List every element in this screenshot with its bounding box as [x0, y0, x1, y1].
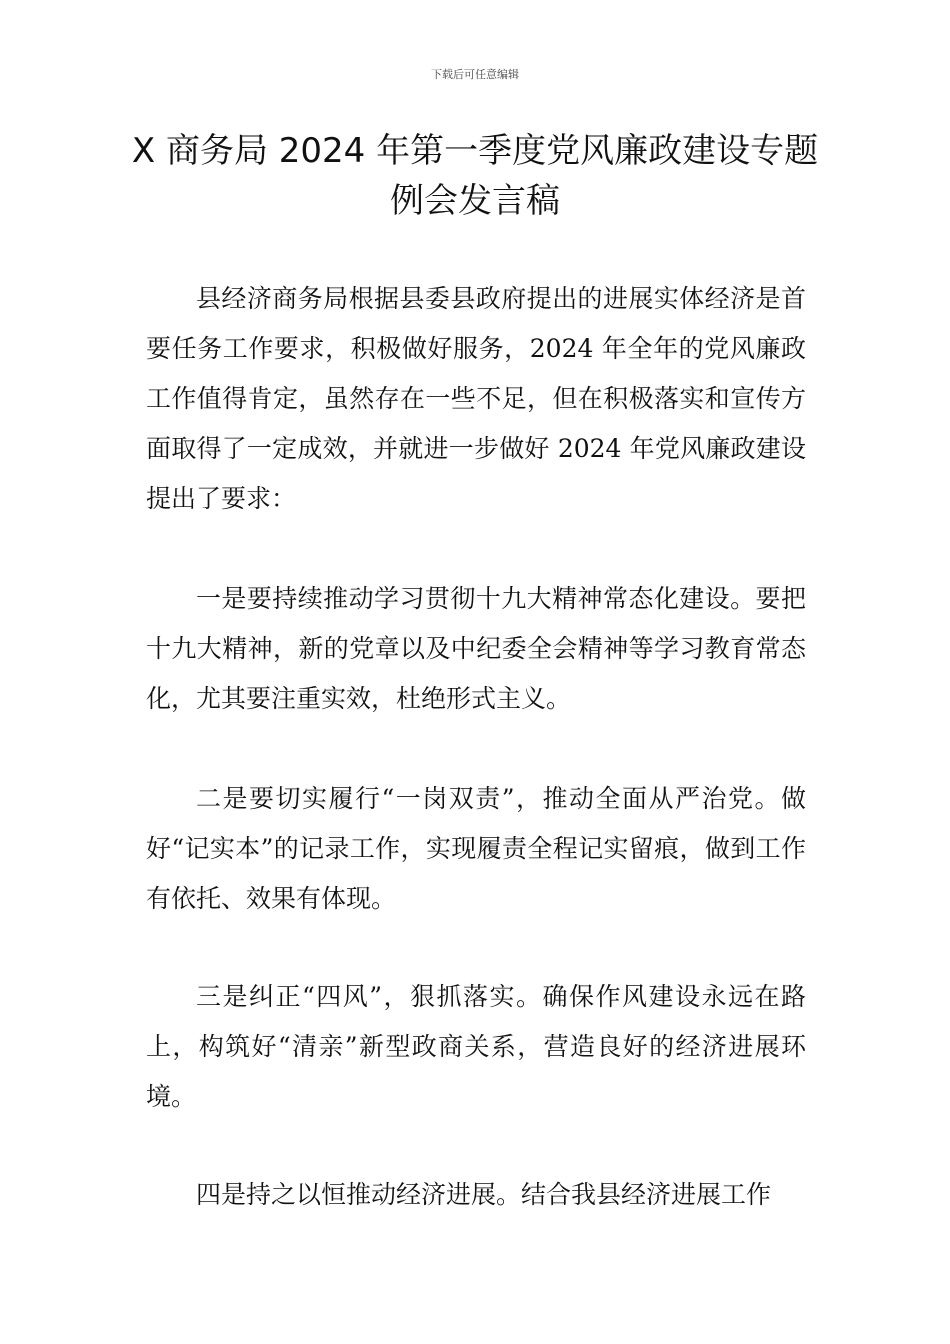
paragraph-point-three: 三是纠正“四风”，狠抓落实。确保作风建设永远在路上，构筑好“清亲”新型政商关系，营造良好的经济进展环境。	[146, 982, 806, 1111]
header-note: 下载后可任意编辑	[431, 68, 519, 81]
paragraph-intro: 县经济商务局根据县委县政府提出的进展实体经济是首要任务工作要求，积极做好服务，2024 年全年的党风廉政工作值得肯定，虽然存在一些不足，但在积极落实和宣传方面取得了一定成效，并就进一步做好 2024 年党风廉政建设提出了要求：	[146, 284, 806, 513]
paragraph-point-one: 一是要持续推动学习贯彻十九大精神常态化建设。要把十九大精神，新的党章以及中纪委全会精神等学习教育常态化，尤其要注重实效，杜绝形式主义。	[146, 584, 806, 713]
document-title: X 商务局 2024 年第一季度党风廉政建设专题例会发言稿	[131, 131, 819, 221]
paragraph-point-four: 四是持之以恒推动经济进展。结合我县经济进展工作	[196, 1180, 772, 1209]
paragraph-point-two: 二是要切实履行“一岗双责”，推动全面从严治党。做好“记实本”的记录工作，实现履责全程记实留痕，做到工作有依托、效果有体现。	[146, 784, 806, 913]
